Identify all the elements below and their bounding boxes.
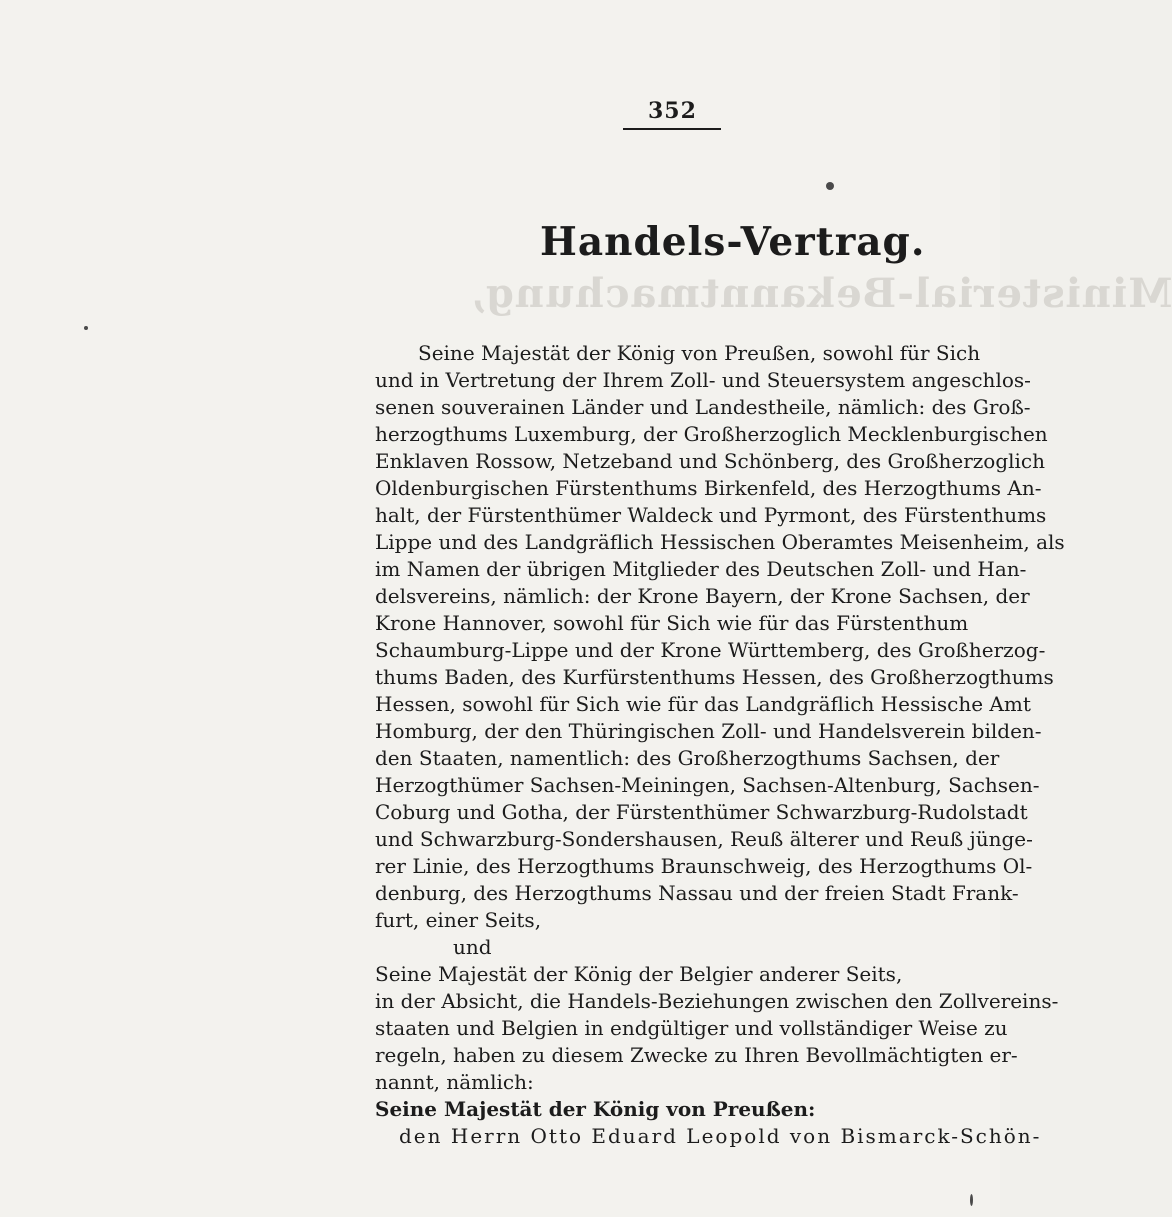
- page-number: 352: [648, 98, 697, 124]
- ink-speck: [84, 326, 88, 330]
- purpose-line: in der Absicht, die Handels-Beziehungen zwischen den Zollvereins-: [375, 989, 1059, 1013]
- purpose-line: staaten und Belgien in endgültiger und vollständiger Weise zu: [375, 1016, 1008, 1040]
- paragraph-line: Schaumburg-Lippe und der Krone Württemberg, des Großherzog-: [375, 638, 1046, 662]
- paragraph-line: herzogthums Luxemburg, der Großherzoglich Mecklenburgischen: [375, 422, 1048, 446]
- paragraph-line: Homburg, der den Thüringischen Zoll- und Handelsverein bilden-: [375, 719, 1042, 743]
- paragraph-line: und Schwarzburg-Sondershausen, Reuß älterer und Reuß jünge-: [375, 827, 1033, 851]
- last-line: den Herrn Otto Eduard Leopold von Bismarck-Schön-: [399, 1124, 1042, 1148]
- paragraph-line: denburg, des Herzogthums Nassau und der freien Stadt Frank-: [375, 881, 1019, 905]
- paragraph-line: Krone Hannover, sowohl für Sich wie für das Fürstenthum: [375, 611, 969, 635]
- paragraph-line: delsvereins, nämlich: der Krone Bayern, der Krone Sachsen, der: [375, 584, 1030, 608]
- paragraph-line: Enklaven Rossow, Netzeband und Schönberg, des Großherzoglich: [375, 449, 1046, 473]
- document-title: Handels-Vertrag.: [540, 219, 926, 265]
- section-heading: Seine Majestät der König von Preußen:: [375, 1097, 816, 1121]
- paragraph-line: Hessen, sowohl für Sich wie für das Landgräflich Hessische Amt: [375, 692, 1031, 716]
- belgian-line: Seine Majestät der König der Belgier anderer Seits,: [375, 962, 903, 986]
- paragraph-line: halt, der Fürstenthümer Waldeck und Pyrmont, des Fürstenthums: [375, 503, 1047, 527]
- paragraph-line: senen souverainen Länder und Landestheile, nämlich: des Groß-: [375, 395, 1031, 419]
- paragraph-line: Seine Majestät der König von Preußen, sowohl für Sich: [418, 341, 981, 365]
- paragraph-line: Herzogthümer Sachsen-Meiningen, Sachsen-Altenburg, Sachsen-: [375, 773, 1040, 797]
- paragraph-line: furt, einer Seits,: [375, 908, 542, 932]
- paragraph-line: den Staaten, namentlich: des Großherzogthums Sachsen, der: [375, 746, 1000, 770]
- connector-und: und: [453, 935, 492, 959]
- paragraph-line: thums Baden, des Kurfürstenthums Hessen, des Großherzogthums: [375, 665, 1054, 689]
- paragraph-line: im Namen der übrigen Mitglieder des Deutschen Zoll- und Han-: [375, 557, 1027, 581]
- purpose-line: nannt, nämlich:: [375, 1070, 534, 1094]
- paragraph-line: Lippe und des Landgräflich Hessischen Oberamtes Meisenheim, als: [375, 530, 1065, 554]
- bleed-through-text: Ministerial-Bekanntmachung,: [470, 270, 1172, 317]
- ink-speck: [826, 182, 834, 190]
- paragraph-line: rer Linie, des Herzogthums Braunschweig, des Herzogthums Ol-: [375, 854, 1033, 878]
- paragraph-line: und in Vertretung der Ihrem Zoll- und Steuersystem angeschlos-: [375, 368, 1031, 392]
- paragraph-line: Oldenburgischen Fürstenthums Birkenfeld, des Herzogthums An-: [375, 476, 1042, 500]
- purpose-line: regeln, haben zu diesem Zwecke zu Ihren Bevollmächtigten er-: [375, 1043, 1018, 1067]
- page-number-rule: [623, 128, 721, 130]
- paragraph-line: Coburg und Gotha, der Fürstenthümer Schwarzburg-Rudolstadt: [375, 800, 1028, 824]
- ink-speck: [970, 1194, 973, 1206]
